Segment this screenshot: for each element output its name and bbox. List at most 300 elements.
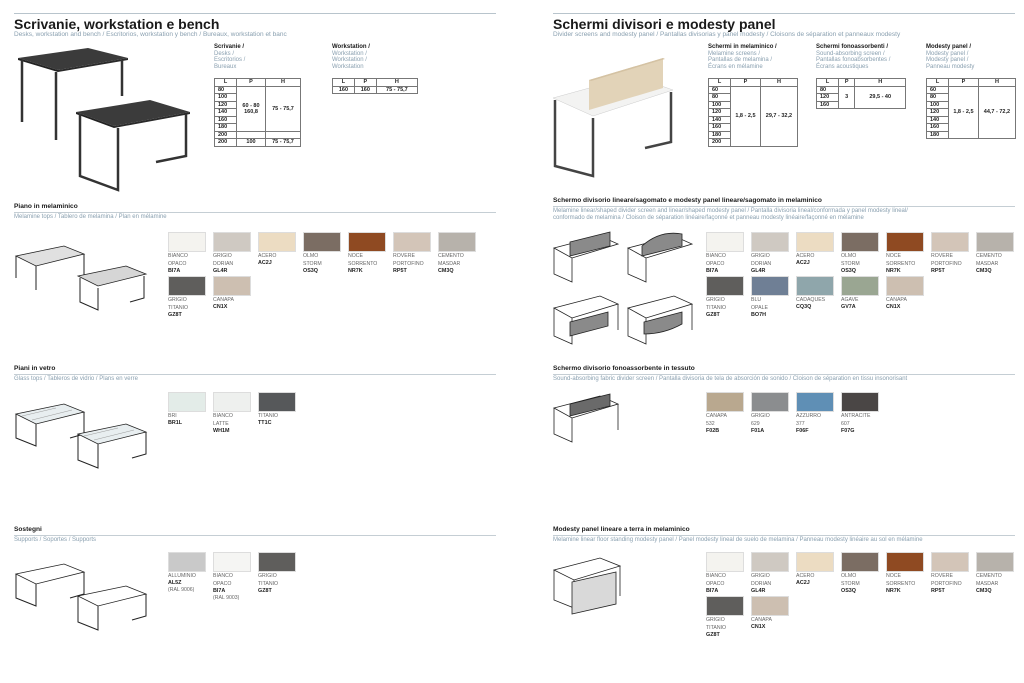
- row-p: 160: [354, 86, 376, 94]
- section-rule: [553, 206, 1015, 207]
- swatch-name: CANAPA: [706, 413, 727, 419]
- row-l: 80: [927, 94, 949, 102]
- swatch-name: ROVERE: [931, 573, 953, 579]
- swatch-chip: [751, 552, 789, 572]
- row-l: 80: [709, 94, 731, 102]
- swatch-name: GRIGIO: [213, 253, 232, 259]
- swatch-code: CN1X: [213, 303, 228, 310]
- swatch-code: OS3Q: [841, 587, 856, 594]
- section-heading: Piani in vetro: [14, 365, 56, 372]
- swatch-chip: [886, 552, 924, 572]
- swatch-name: GRIGIO: [751, 253, 770, 259]
- right-page: [512, 0, 1024, 683]
- color-swatch: [303, 232, 341, 274]
- col-l: L: [927, 79, 949, 87]
- swatch-code: OS3Q: [841, 267, 856, 274]
- title-rule: [14, 13, 496, 14]
- color-swatch: [976, 552, 1014, 594]
- col-p: P: [839, 79, 855, 87]
- swatch-code: BI7A: [706, 267, 719, 274]
- swatch-name: OPACO: [213, 580, 232, 587]
- swatch-name: STORM: [841, 580, 860, 587]
- col-h: H: [265, 79, 300, 87]
- swatch-name: CANAPA: [886, 297, 907, 303]
- swatch-name: MASDAR: [976, 580, 999, 587]
- swatch-name: TITANIO: [258, 413, 279, 419]
- section-heading: Schermo divisorio lineare/sagomato e modesty panel lineare/sagomato in melaminico: [553, 197, 822, 204]
- swatch-name: SORRENTO: [886, 260, 916, 267]
- swatch-chip: [751, 276, 789, 296]
- swatch-code: WH1M: [213, 427, 230, 434]
- swatch-code: BR1L: [168, 419, 183, 426]
- color-swatch: [213, 232, 251, 274]
- swatch-name: PORTOFINO: [393, 260, 424, 267]
- color-swatch: [751, 232, 789, 274]
- row-l: 140: [215, 109, 237, 117]
- swatch-chip: [168, 276, 206, 296]
- swatch-code: NR7K: [886, 587, 901, 594]
- color-swatch: [213, 552, 251, 601]
- row-l: 80: [817, 86, 839, 94]
- row-h: 75 - 75,7: [376, 86, 417, 94]
- row-l: 180: [927, 131, 949, 139]
- page-subtitle: Divider screens and modesty panel / Pantallas divisorias y panel modesty / Cloisons de séparation et panneaux modesty: [553, 31, 901, 38]
- swatch-name: BIANCO: [168, 253, 188, 259]
- color-swatch: [706, 552, 744, 594]
- fabric-screen-illustration: [550, 390, 630, 450]
- h-merged: 29,5 - 40: [855, 86, 906, 109]
- swatch-chip: [841, 552, 879, 572]
- row-l: 140: [709, 116, 731, 124]
- swatch-chip: [168, 232, 206, 252]
- screens-illustration: [550, 230, 700, 360]
- swatch-name: LATTE: [213, 420, 229, 427]
- row-l: 160: [817, 101, 839, 109]
- glass-desk-illustration: [12, 394, 152, 476]
- spec-fono-heading: Schermi fonoassorbenti /: [816, 44, 889, 50]
- swatch-ral: (RAL 9006): [168, 586, 195, 593]
- swatch-chip: [168, 552, 206, 572]
- page-title: Schermi divisori e modesty panel: [553, 16, 776, 32]
- title-rule: [553, 13, 1015, 14]
- row-l: 200: [215, 131, 237, 139]
- swatch-chip: [213, 552, 251, 572]
- spec-ws-line: Workstation: [332, 63, 364, 70]
- col-p: P: [237, 79, 266, 87]
- spec-desks-line: Bureaux: [214, 63, 237, 70]
- col-p: P: [354, 79, 376, 87]
- floor-modesty-illustration: [550, 552, 640, 622]
- swatch-name: CEMENTO: [976, 253, 1002, 259]
- section-heading: Modesty panel lineare a terra in melaminico: [553, 526, 690, 533]
- swatch-name: CEMENTO: [976, 573, 1002, 579]
- swatch-code: BI7A: [168, 267, 181, 274]
- row-l: 160: [927, 124, 949, 132]
- swatch-code: AC2J: [796, 579, 810, 586]
- swatch-name: ROVERE: [393, 253, 415, 259]
- swatch-name: BIANCO: [213, 573, 233, 579]
- swatch-name: 607: [841, 420, 850, 427]
- spec-mel-line: Melamine screens /: [708, 50, 761, 57]
- row-l: 200: [215, 139, 237, 147]
- divider-screen-photo: [549, 46, 689, 186]
- swatch-chip: [168, 392, 206, 412]
- color-swatch: [168, 232, 206, 274]
- color-swatch: [438, 232, 476, 274]
- spec-ws-heading: Workstation /: [332, 44, 370, 50]
- swatch-code: AC2J: [796, 259, 810, 266]
- swatch-code: TT1C: [258, 419, 272, 426]
- h-merged: 29,7 - 32,2: [760, 86, 797, 146]
- spec-ws-line: Workstation /: [332, 57, 367, 64]
- swatch-code: F02B: [706, 427, 720, 434]
- swatch-chip: [751, 232, 789, 252]
- section-subheading: Melamine tops / Tablero de melamina / Plan en mélamine: [14, 214, 167, 220]
- swatch-chip: [258, 392, 296, 412]
- section-heading: Piano in melaminico: [14, 203, 78, 210]
- swatch-name: OLMO: [841, 253, 857, 259]
- color-swatch: [348, 232, 386, 274]
- color-swatch: [841, 392, 879, 434]
- swatch-name: CADAQUES: [796, 297, 826, 303]
- p-merged: 1,8 - 2,5: [949, 86, 979, 139]
- swatch-ral: (RAL 9003): [213, 594, 240, 601]
- swatch-code: AC2J: [258, 259, 272, 266]
- row-l: 100: [927, 101, 949, 109]
- spec-mel-heading: Schermi in melaminico /: [708, 44, 777, 50]
- color-swatch: [258, 392, 296, 426]
- color-swatch: [796, 232, 834, 266]
- spec-desks-line: Desks /: [214, 50, 235, 57]
- melamine-desk-illustration: [12, 232, 152, 312]
- swatch-code: BI7A: [706, 587, 719, 594]
- color-swatch: [886, 232, 924, 274]
- color-swatch: [213, 276, 251, 310]
- swatch-name: BLU: [751, 297, 762, 303]
- swatch-code: BO7H: [751, 311, 766, 318]
- swatch-chip: [796, 232, 834, 252]
- swatch-name: 629: [751, 420, 760, 427]
- color-swatch: [258, 232, 296, 266]
- color-swatch: [841, 232, 879, 274]
- swatch-name: NOCE: [348, 253, 363, 259]
- swatch-code: NR7K: [886, 267, 901, 274]
- color-swatch: [751, 392, 789, 434]
- row-l: 80: [215, 86, 237, 94]
- swatch-chip: [258, 552, 296, 572]
- color-swatch: [258, 552, 296, 594]
- spec-sound-screens: [816, 44, 890, 70]
- swatch-name: CANAPA: [213, 297, 234, 303]
- swatch-name: TITANIO: [706, 624, 727, 631]
- swatch-name: OLMO: [841, 573, 857, 579]
- sound-screen-table: [816, 78, 906, 109]
- swatch-name: ACERO: [796, 253, 815, 259]
- col-h: H: [760, 79, 797, 87]
- section-heading: Sostegni: [14, 526, 42, 533]
- swatch-name: STORM: [303, 260, 322, 267]
- spec-ws-line: Workstation /: [332, 50, 367, 57]
- swatch-chip: [438, 232, 476, 252]
- swatch-name: ALLUMINIO: [168, 573, 196, 579]
- spec-fono-line: Écrans acoustiques: [816, 63, 869, 70]
- swatch-code: BI7A: [213, 587, 226, 594]
- swatch-code: F07G: [841, 427, 855, 434]
- swatch-code: GL4R: [751, 587, 766, 594]
- color-swatch: [751, 596, 789, 630]
- swatch-code: CQ3Q: [796, 303, 812, 310]
- swatch-code: CN1X: [751, 623, 766, 630]
- row-l: 180: [215, 124, 237, 132]
- color-swatch: [168, 276, 206, 318]
- h-merged: 75 - 75,7: [265, 86, 300, 131]
- color-swatch: [706, 232, 744, 274]
- section-rule: [553, 535, 1015, 536]
- spec-mel-line: Pantallas de melamina /: [708, 57, 773, 64]
- swatch-name: GRIGIO: [706, 617, 725, 623]
- swatch-chip: [706, 596, 744, 616]
- color-swatch: [886, 552, 924, 594]
- color-swatch: [393, 232, 431, 274]
- swatch-name: ACERO: [258, 253, 277, 259]
- row-l: 120: [215, 101, 237, 109]
- swatch-name: 377: [796, 420, 805, 427]
- swatch-name: BIANCO: [706, 573, 726, 579]
- swatch-name: OPACO: [706, 580, 725, 587]
- color-swatch: [886, 276, 924, 310]
- swatch-name: SORRENTO: [348, 260, 378, 267]
- swatch-chip: [303, 232, 341, 252]
- swatch-chip: [751, 392, 789, 412]
- swatch-name: TITANIO: [168, 304, 189, 311]
- swatch-chip: [706, 232, 744, 252]
- spec-desks-heading: Scrivanie /: [214, 44, 245, 50]
- swatch-chip: [706, 392, 744, 412]
- swatch-name: OPACO: [168, 260, 187, 267]
- swatch-code: GZ8T: [258, 587, 272, 594]
- swatch-chip: [796, 276, 834, 296]
- color-swatch: [706, 596, 744, 638]
- color-swatch: [706, 276, 744, 318]
- swatch-chip: [841, 232, 879, 252]
- section-rule: [14, 374, 496, 375]
- color-swatch: [796, 552, 834, 586]
- section-rule: [14, 212, 496, 213]
- row-l: 180: [709, 131, 731, 139]
- color-swatch: [213, 392, 251, 434]
- section-subheading: Sound-absorbing fabric divider screen / Pantalla divisoria de tela de absorción de sonido / Cloison de séparation en tissu insonorisant: [553, 376, 908, 382]
- col-l: L: [817, 79, 839, 87]
- swatch-name: DORIAN: [213, 260, 234, 267]
- swatch-name: DORIAN: [751, 580, 772, 587]
- row-l: 200: [709, 139, 731, 147]
- color-swatch: [931, 552, 969, 594]
- ws-dimensions-table: [332, 78, 418, 94]
- spec-workstation: [332, 44, 370, 70]
- page-subtitle: Desks, workstation and bench / Escritorios, workstation y bench / Bureaux, workstation et banc: [14, 31, 287, 38]
- section-rule: [553, 374, 1015, 375]
- row-l: 120: [817, 94, 839, 102]
- col-l: L: [215, 79, 237, 87]
- swatch-code: NR7K: [348, 267, 363, 274]
- spec-mod-line: Modesty panel /: [926, 50, 969, 57]
- desk-photo: [10, 44, 200, 194]
- swatch-code: F06F: [796, 427, 809, 434]
- swatch-chip: [931, 552, 969, 572]
- swatch-chip: [213, 276, 251, 296]
- swatch-code: GL4R: [751, 267, 766, 274]
- section-rule: [14, 535, 496, 536]
- spec-melamine-screens: [708, 44, 777, 70]
- p-merged: 1,8 - 2,5: [731, 86, 761, 146]
- swatch-name: TITANIO: [706, 304, 727, 311]
- swatch-name: NOCE: [886, 253, 901, 259]
- swatch-chip: [886, 232, 924, 252]
- swatch-code: RP5T: [931, 267, 945, 274]
- swatch-chip: [841, 276, 879, 296]
- row-l: 60: [927, 86, 949, 94]
- spec-mod-heading: Modesty panel /: [926, 44, 972, 50]
- row-l: 140: [927, 116, 949, 124]
- color-swatch: [796, 276, 834, 310]
- swatch-chip: [348, 232, 386, 252]
- swatch-chip: [976, 552, 1014, 572]
- swatch-name: OPACO: [706, 260, 725, 267]
- swatch-name: DORIAN: [751, 260, 772, 267]
- swatch-name: GRIGIO: [258, 573, 277, 579]
- swatch-name: AGAVE: [841, 297, 859, 303]
- swatch-name: MASDAR: [438, 260, 461, 267]
- col-h: H: [855, 79, 906, 87]
- swatch-code: GL4R: [213, 267, 228, 274]
- swatch-code: AL5Z: [168, 579, 182, 586]
- color-swatch: [751, 276, 789, 318]
- color-swatch: [168, 552, 206, 594]
- swatch-chip: [706, 552, 744, 572]
- row-l: 100: [709, 101, 731, 109]
- col-p: P: [731, 79, 761, 87]
- swatch-name: AZZURRO: [796, 413, 822, 419]
- color-swatch: [706, 392, 744, 434]
- p-merged: 3: [839, 86, 855, 109]
- color-swatch: [841, 552, 879, 594]
- swatch-chip: [841, 392, 879, 412]
- col-p: P: [949, 79, 979, 87]
- section-subheading: Melamine linear/shaped divider screen and linear/shaped modesty panel / Pantalla divisoria lineal/conformada y panel modesty lineal/ conformado de melamina / Cloison de séparation linéaire/façonné et panneau modesty linéaire/façonné en mélamine: [553, 208, 908, 221]
- row-l: 120: [927, 109, 949, 117]
- swatch-name: ACERO: [796, 573, 815, 579]
- swatch-name: TITANIO: [258, 580, 279, 587]
- page-title: Scrivanie, workstation e bench: [14, 16, 220, 32]
- swatch-chip: [796, 392, 834, 412]
- swatch-chip: [976, 232, 1014, 252]
- swatch-name: OLMO: [303, 253, 319, 259]
- modesty-panel-table: [926, 78, 1016, 139]
- color-swatch: [841, 276, 879, 310]
- swatch-name: ANTRACITE: [841, 413, 871, 419]
- swatch-name: BIANCO: [706, 253, 726, 259]
- spec-desks-line: Escritorios /: [214, 57, 246, 64]
- col-h: H: [978, 79, 1015, 87]
- swatch-code: CN1X: [886, 303, 901, 310]
- spec-mod-line: Panneau modesty: [926, 63, 975, 70]
- swatch-chip: [751, 596, 789, 616]
- swatch-name: PORTOFINO: [931, 260, 962, 267]
- color-swatch: [976, 232, 1014, 274]
- swatch-chip: [393, 232, 431, 252]
- swatch-code: CM3Q: [976, 587, 992, 594]
- col-l: L: [333, 79, 355, 87]
- swatch-name: NOCE: [886, 573, 901, 579]
- swatch-code: GZ8T: [168, 311, 182, 318]
- color-swatch: [168, 392, 206, 426]
- swatch-chip: [931, 232, 969, 252]
- swatch-chip: [213, 392, 251, 412]
- swatch-code: CM3Q: [438, 267, 454, 274]
- swatch-code: GV7A: [841, 303, 856, 310]
- section-subheading: Glass tops / Tableros de vidrio / Plans en verre: [14, 376, 138, 382]
- swatch-name: GRIGIO: [751, 573, 770, 579]
- desk-dimensions-table: [214, 78, 301, 147]
- swatch-code: F01A: [751, 427, 765, 434]
- swatch-code: RP5T: [931, 587, 945, 594]
- swatch-name: SORRENTO: [886, 580, 916, 587]
- swatch-code: GZ8T: [706, 311, 720, 318]
- section-heading: Schermo divisorio fonoassorbente in tessuto: [553, 365, 695, 372]
- swatch-name: GRIGIO: [751, 413, 770, 419]
- swatch-chip: [213, 232, 251, 252]
- swatch-name: MASDAR: [976, 260, 999, 267]
- row-p: 100: [237, 139, 266, 147]
- row-l: 160: [333, 86, 355, 94]
- section-subheading: Melamine linear floor standing modesty panel / Panel modesty lineal de suelo de melamina / Panneau modesty linéaire au sol en mélamine: [553, 537, 923, 543]
- swatch-name: PORTOFINO: [931, 580, 962, 587]
- col-l: L: [709, 79, 731, 87]
- spec-modesty: [926, 44, 974, 70]
- supports-illustration: [12, 556, 152, 638]
- swatch-code: RP5T: [393, 267, 407, 274]
- swatch-name: CANAPA: [751, 617, 772, 623]
- section-subheading: Supports / Soportes / Supports: [14, 537, 97, 543]
- row-l: 160: [215, 116, 237, 124]
- swatch-name: OPALE: [751, 304, 768, 311]
- p-merged: 60 - 80 160,8: [237, 86, 266, 131]
- row-h: 75 - 75,7: [265, 139, 300, 147]
- swatch-code: CM3Q: [976, 267, 992, 274]
- spec-desks: [214, 44, 245, 70]
- swatch-code: OS3Q: [303, 267, 318, 274]
- spec-fono-line: Sound-absorbing screen /: [816, 50, 885, 57]
- swatch-name: BIANCO: [213, 413, 233, 419]
- swatch-name: CEMENTO: [438, 253, 464, 259]
- swatch-name: BRI: [168, 413, 177, 419]
- spec-fono-line: Pantallas fonoabsorbentes /: [816, 57, 891, 64]
- swatch-chip: [886, 276, 924, 296]
- swatch-name: STORM: [841, 260, 860, 267]
- swatch-chip: [258, 232, 296, 252]
- col-h: H: [376, 79, 417, 87]
- spec-mod-line: Modesty panel /: [926, 57, 969, 64]
- swatch-chip: [706, 276, 744, 296]
- row-l: 120: [709, 109, 731, 117]
- h-merged: 44,7 - 72,2: [978, 86, 1015, 139]
- color-swatch: [751, 552, 789, 594]
- swatch-code: GZ8T: [706, 631, 720, 638]
- swatch-name: GRIGIO: [706, 297, 725, 303]
- swatch-name: 532: [706, 420, 715, 427]
- swatch-name: GRIGIO: [168, 297, 187, 303]
- row-l: 60: [709, 86, 731, 94]
